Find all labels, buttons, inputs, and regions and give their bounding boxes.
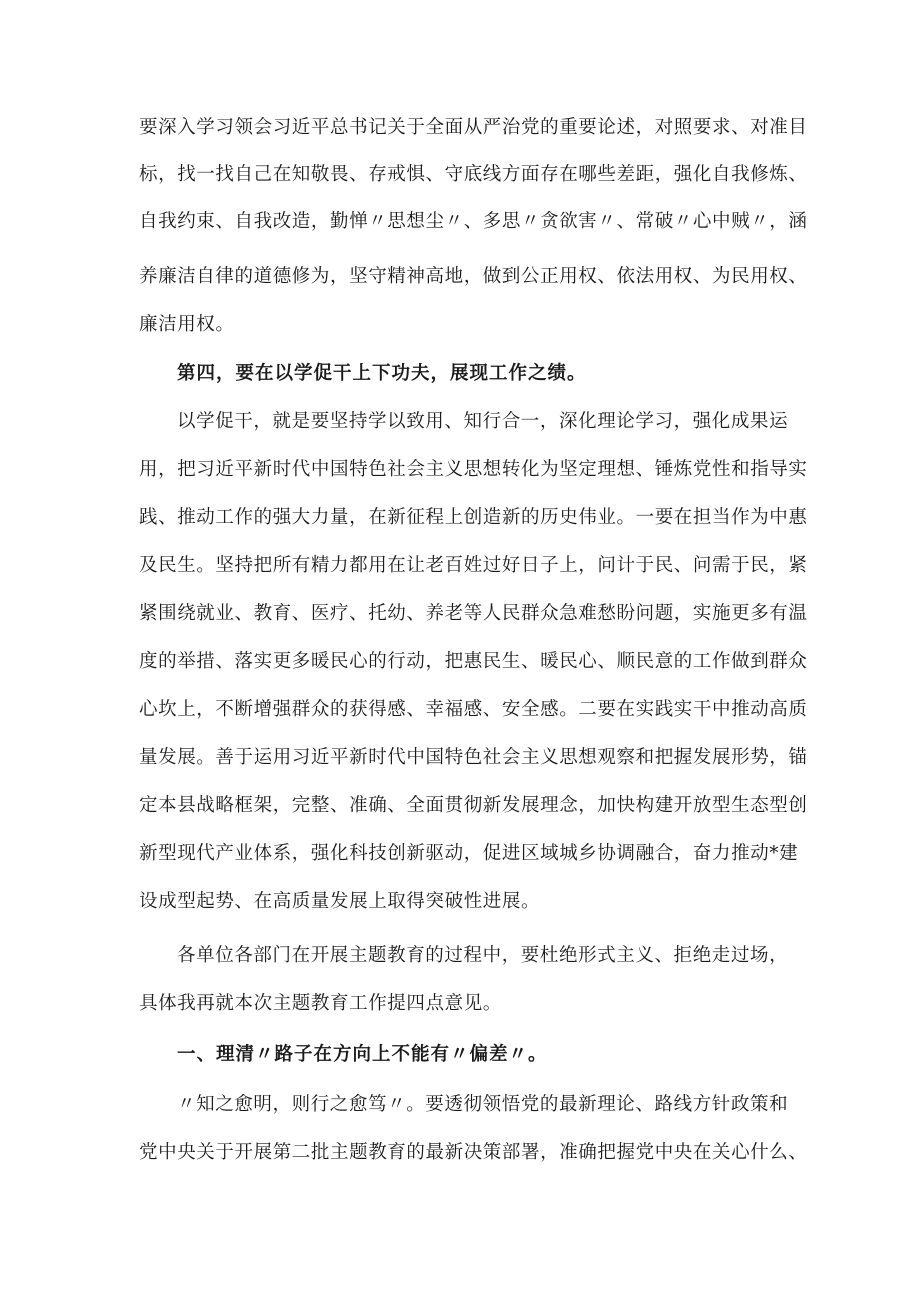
body-text-line: 各单位各部门在开展主题教育的过程中，要杜绝形式主义、拒绝走过场，: [177, 945, 789, 966]
body-text-line: 新型现代产业体系，强化科技创新驱动，促进区域城乡协调融合，奋力推动*建: [139, 843, 799, 864]
body-text-line: 要深入学习领会习近平总书记关于全面从严治党的重要论述，对照要求、对准目: [139, 117, 808, 138]
body-text-line: 自我约束、自我改造，勤惮〃思想尘〃、多思〃贪欲害〃、常破〃心中贼〃，涵: [139, 211, 808, 232]
body-text-line: 以学促干，就是要坚持学以致用、知行合一，深化理论学习，强化成果运: [177, 411, 789, 432]
section-heading: 一、理清〃路子在方向上不能有〃偏差〃。: [177, 1044, 548, 1065]
body-text-line: 养廉洁自律的道德修为，坚守精神高地，做到公正用权、依法用权、为民用权、: [139, 266, 808, 287]
body-text-line: 度的举措、落实更多暖民心的行动，把惠民生、暖民心、顺民意的工作做到群众: [139, 651, 808, 672]
body-text-line: 用，把习近平新时代中国特色社会主义思想转化为坚定理想、锤炼党性和指导实: [139, 459, 808, 480]
body-text-line: 〃知之愈明，则行之愈笃〃。要透彻领悟党的最新理论、路线方针政策和: [177, 1094, 789, 1115]
body-text-line: 量发展。善于运用习近平新时代中国特色社会主义思想观察和把握发展形势，锚: [139, 747, 808, 768]
body-text-line: 定本县战略框架，完整、准确、全面贯彻新发展理念，加快构建开放型生态型创: [139, 795, 808, 816]
section-heading: 第四，要在以学促干上下功夫，展现工作之绩。: [177, 363, 587, 384]
body-text-line: 紧围绕就业、教育、医疗、托幼、养老等人民群众急难愁盼问题，实施更多有温: [139, 603, 808, 624]
body-text-line: 廉洁用权。: [139, 314, 235, 335]
body-text-line: 及民生。坚持把所有精力都用在让老百姓过好日子上，问计于民、问需于民，紧: [139, 555, 808, 576]
body-text-line: 设成型起势、在高质量发展上取得突破性进展。: [139, 891, 541, 912]
body-text-line: 具体我再就本次主题教育工作提四点意见。: [139, 993, 502, 1014]
body-text-line: 标，找一找自己在知敬畏、存戒惧、守底线方面存在哪些差距，强化自我修炼、: [139, 164, 808, 185]
body-text-line: 心坎上，不断增强群众的获得感、幸福感、安全感。二要在实践实干中推动高质: [139, 699, 808, 720]
body-text-line: 践、推动工作的强大力量，在新征程上创造新的历史伟业。一要在担当作为中惠: [139, 507, 808, 528]
body-text-line: 党中央关于开展第二批主题教育的最新决策部署，准确把握党中央在关心什么、: [139, 1142, 808, 1163]
